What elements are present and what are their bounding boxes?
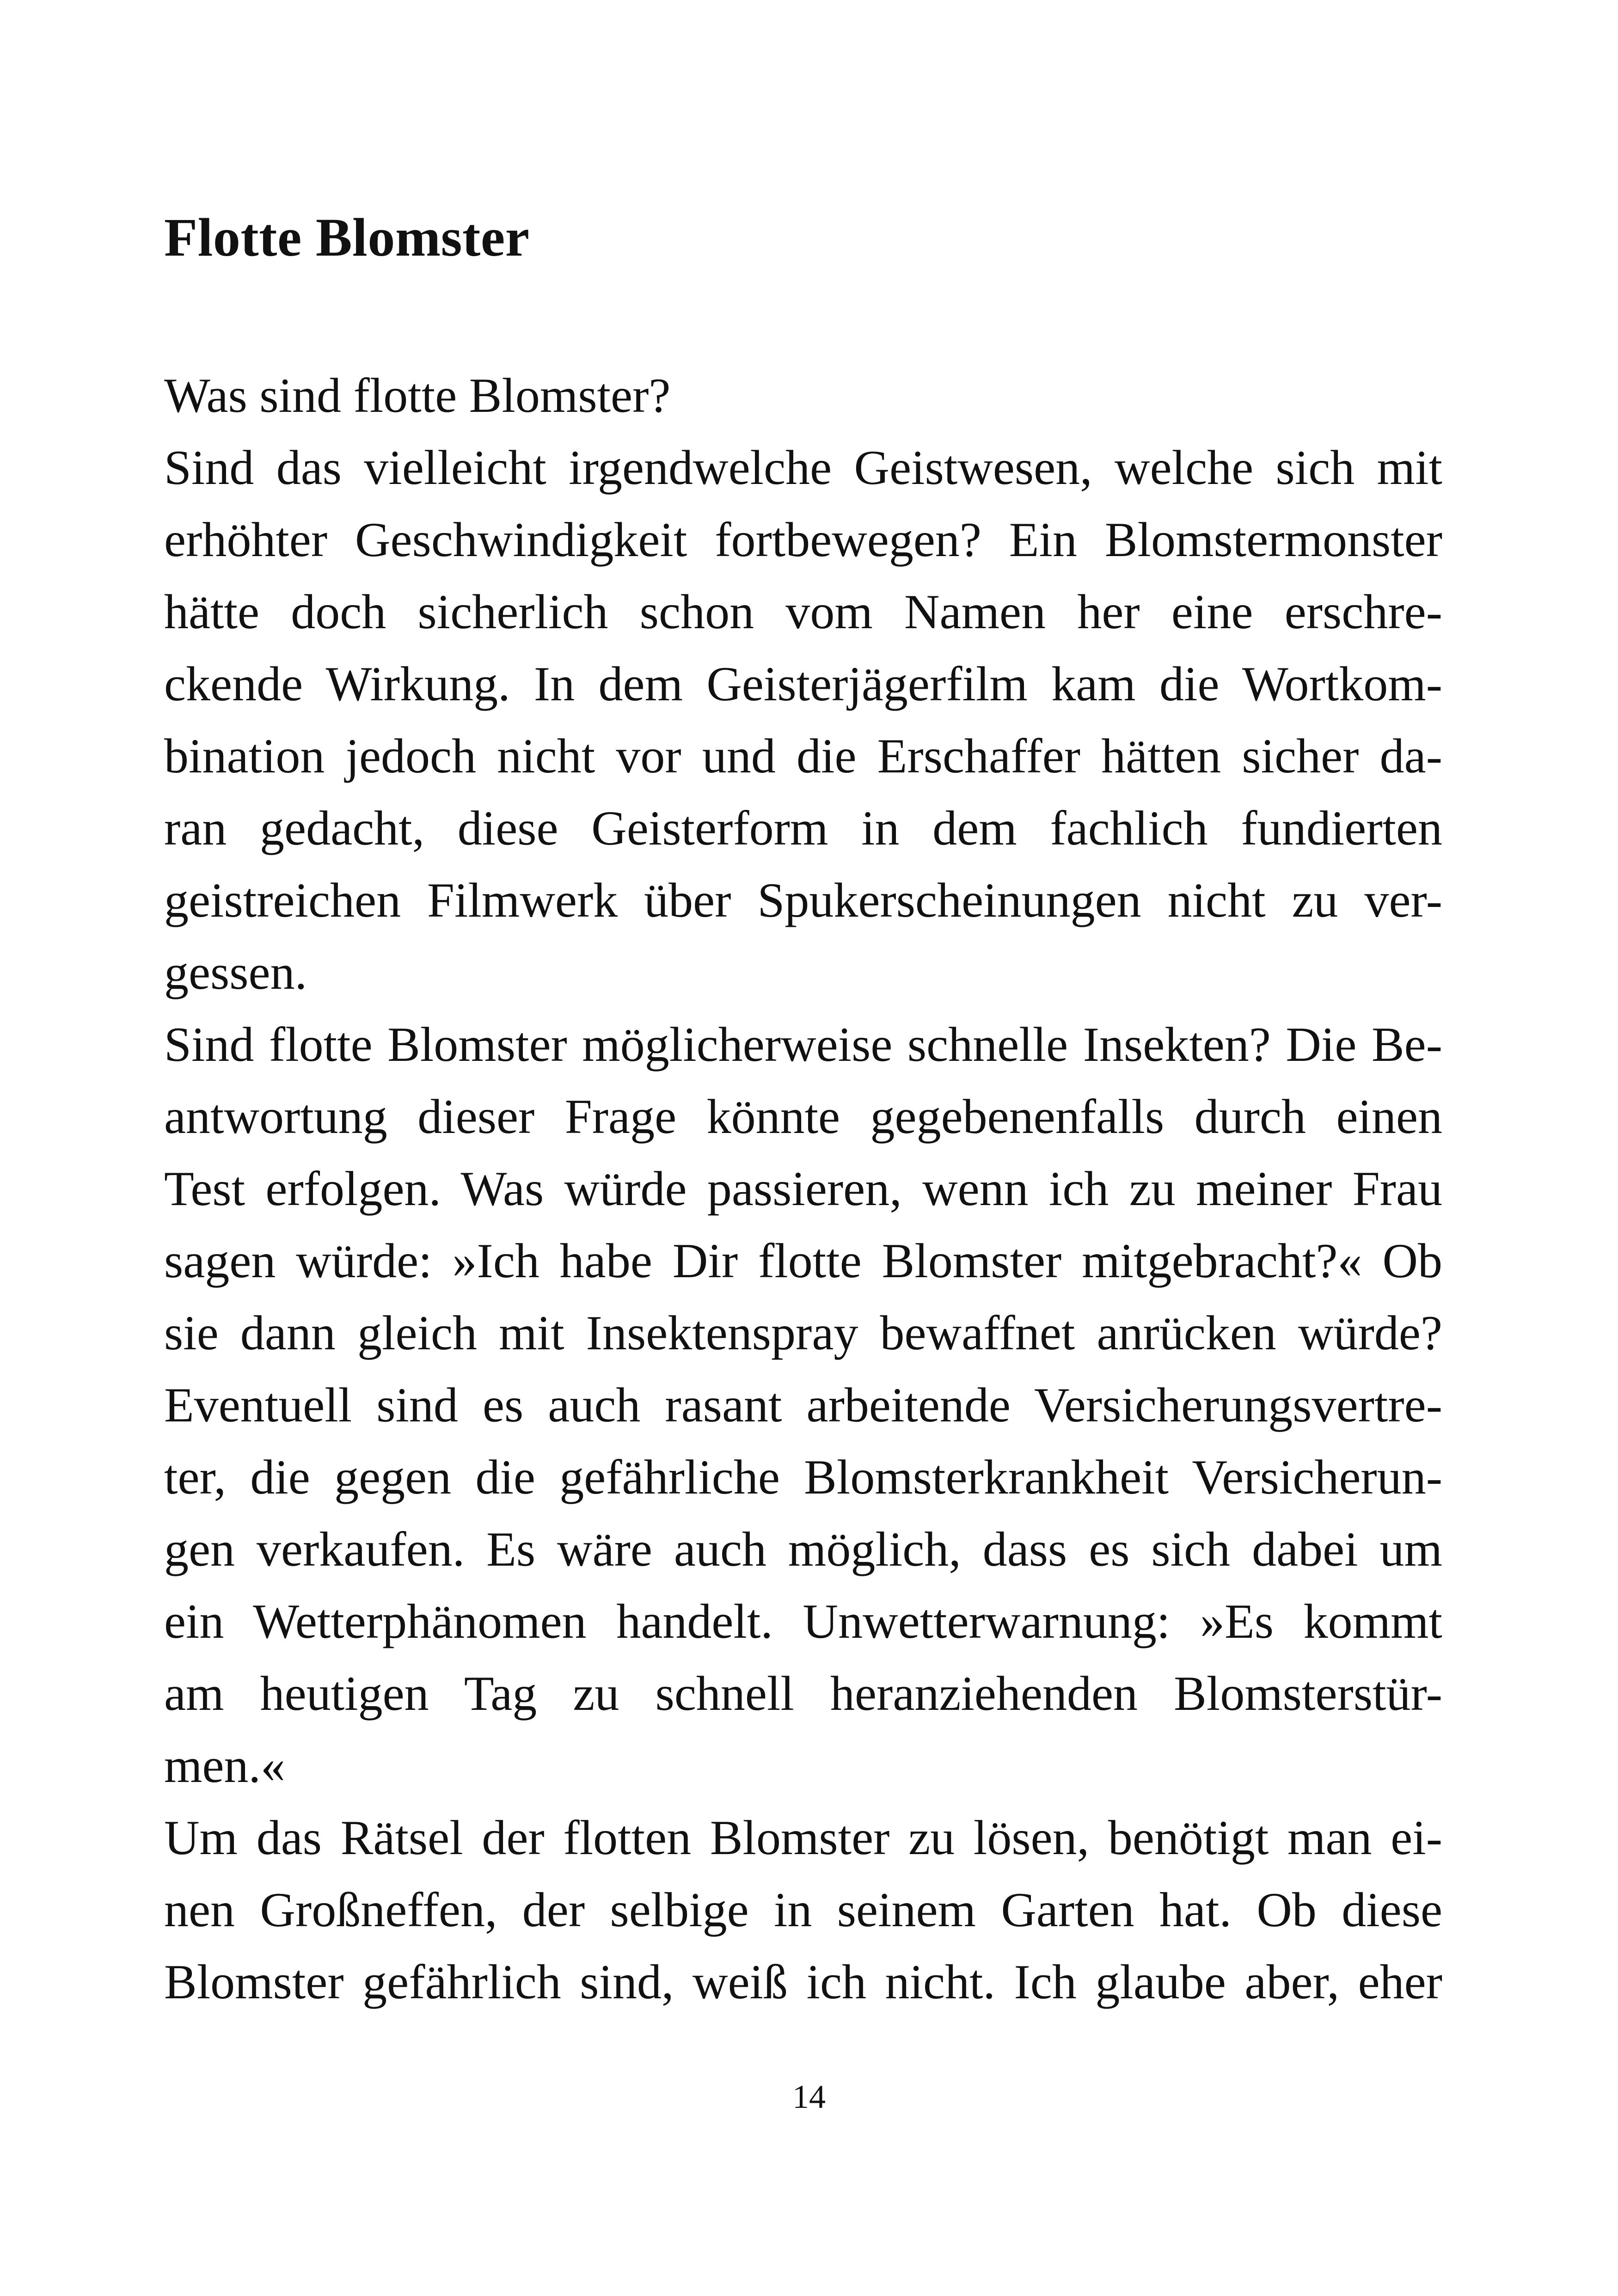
text-line: ran gedacht, diese Geisterform in dem fachlich fundierten — [164, 801, 1442, 855]
text-line: ckende Wirkung. In dem Geisterjägerfilm kam die Wortkom- — [164, 657, 1442, 711]
text-line: gen verkaufen. Es wäre auch möglich, dass es sich dabei um — [164, 1522, 1442, 1576]
paragraph — [164, 360, 1442, 432]
text-line: antwortung dieser Frage könnte gegebenenfalls durch einen — [164, 1090, 1442, 1144]
text-line: Was sind flotte Blomster? — [164, 368, 671, 422]
text-line: erhöhter Geschwindigkeit fortbewegen? Ein Blomstermonster — [164, 513, 1442, 567]
text-line: gessen. — [164, 945, 307, 999]
paragraph — [164, 432, 1442, 1009]
text-line: geistreichen Filmwerk über Spukerscheinungen nicht zu ver- — [164, 873, 1442, 927]
text-line: Um das Rätsel der flotten Blomster zu lösen, benötigt man ei- — [164, 1811, 1442, 1865]
text-line: bination jedoch nicht vor und die Erschaffer hätten sicher da- — [164, 729, 1442, 783]
paragraph — [164, 1802, 1442, 2018]
text-line: men.« — [164, 1739, 285, 1793]
text-line: nen Großneffen, der selbige in seinem Garten hat. Ob diese — [164, 1883, 1442, 1937]
text-line: am heutigen Tag zu schnell heranziehenden Blomsterstür- — [164, 1666, 1442, 1720]
text-line: ein Wetterphänomen handelt. Unwetterwarnung: »Es kommt — [164, 1594, 1442, 1648]
text-line: Sind flotte Blomster möglicherweise schnelle Insekten? Die Be- — [164, 1017, 1442, 1071]
text-line: Test erfolgen. Was würde passieren, wenn ich zu meiner Frau — [164, 1162, 1442, 1216]
text-line: Blomster gefährlich sind, weiß ich nicht. Ich glaube aber, eher — [164, 1955, 1442, 2009]
body-text — [164, 360, 1442, 2018]
text-line: sie dann gleich mit Insektenspray bewaffnet anrücken würde? — [164, 1306, 1442, 1360]
text-line: Sind das vielleicht irgendwelche Geistwesen, welche sich mit — [164, 441, 1442, 495]
chapter-title: Flotte Blomster — [164, 207, 530, 268]
page-number: 14 — [792, 2078, 826, 2115]
text-line: Eventuell sind es auch rasant arbeitende Versicherungsvertre- — [164, 1378, 1442, 1432]
text-line: sagen würde: »Ich habe Dir flotte Blomster mitgebracht?« Ob — [164, 1234, 1442, 1288]
text-line: ter, die gegen die gefährliche Blomsterkrankheit Versicherun- — [164, 1450, 1442, 1504]
text-line: hätte doch sicherlich schon vom Namen her eine erschre- — [164, 585, 1442, 639]
paragraph — [164, 1009, 1442, 1802]
